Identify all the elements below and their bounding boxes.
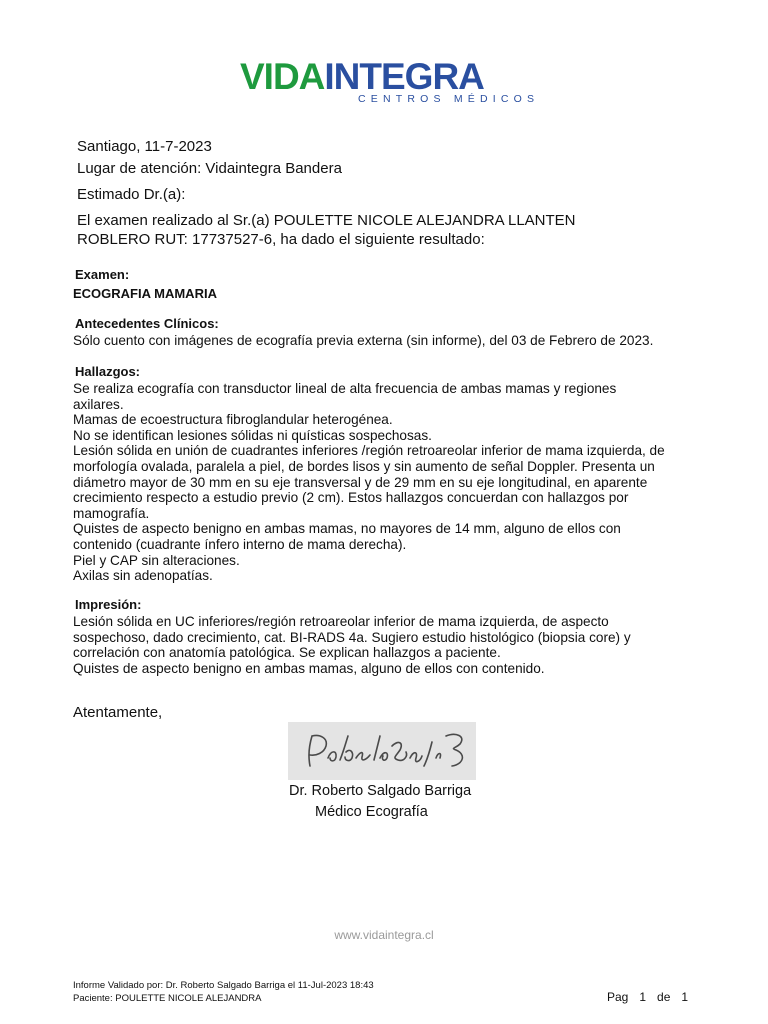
hallazgos-line: Se realiza ecografía con transductor lineal de alta frecuencia de ambas mamas y regiones (73, 381, 617, 396)
impresion-body (73, 614, 703, 676)
page-total: 1 (681, 990, 689, 1004)
validation-note: Informe Validado por: Dr. Roberto Salgado Barriga el 11-Jul-2023 18:43 (73, 980, 374, 991)
impresion-line: Lesión sólida en UC inferiores/región retroareolar inferior de mama izquierda, de aspecto (73, 614, 609, 629)
impresion-line: sospechoso, dado crecimiento, cat. BI-RADS 4a. Sugiero estudio histológico (biopsia core) y (73, 629, 631, 645)
hallazgos-line: Piel y CAP sin alteraciones. (73, 552, 240, 568)
page-indicator (607, 990, 688, 1004)
impresion-heading: Impresión: (75, 597, 142, 612)
page-current: 1 (639, 990, 647, 1004)
page-label: Pag (607, 990, 629, 1004)
hallazgos-line: Axilas sin adenopatías. (73, 568, 213, 584)
hallazgos-line: morfología ovalada, paralela a piel, de bordes lisos y sin aumento de señal Doppler. Presenta un (73, 458, 655, 474)
patient-note: Paciente: POULETTE NICOLE ALEJANDRA (73, 993, 262, 1004)
page-of: de (657, 990, 671, 1004)
website-link[interactable]: www.vidaintegra.cl (334, 928, 434, 942)
doctor-role: Médico Ecografía (315, 804, 428, 820)
logo-subtitle: CENTROS MÉDICOS (358, 93, 540, 105)
doctor-name: Dr. Roberto Salgado Barriga (289, 783, 472, 799)
hallazgos-body (73, 381, 703, 584)
hallazgos-line: Lesión sólida en unión de cuadrantes inferiores /región retroareolar inferior de mama izquierda, de (73, 443, 665, 459)
hallazgos-line: Quistes de aspecto benigno en ambas mamas, no mayores de 14 mm, alguno de ellos con (73, 521, 621, 537)
hallazgos-line: crecimiento respecto a estudio previo (2 cm). Estos hallazgos concuerdan con hallazgos por (73, 490, 629, 506)
exam-intro-line-2: ROBLERO RUT: 17737527-6, ha dado el siguiente resultado: (77, 231, 485, 248)
hallazgos-line: Mamas de ecoestructura fibroglandular heterogénea. (73, 412, 393, 428)
report-date: Santiago, 11-7-2023 (77, 138, 212, 155)
hallazgos-line: diámetro mayor de 30 mm en su eje transversal y de 29 mm en su eje longitudinal, en aparente (73, 474, 648, 490)
signature-image (288, 722, 476, 780)
antecedentes-heading: Antecedentes Clínicos: (75, 316, 219, 331)
logo-vida-text: VIDA (240, 56, 325, 97)
signature-scribble (288, 722, 476, 780)
exam-intro-line-1: El examen realizado al Sr.(a) POULETTE NICOLE ALEJANDRA LLANTEN (77, 212, 576, 229)
impresion-line: correlación con anatomía patológica. Se explican hallazgos a paciente. (73, 645, 501, 661)
examen-heading: Examen: (75, 267, 130, 282)
hallazgos-line: mamografía. (73, 505, 150, 521)
vidaintegra-logo (240, 57, 484, 97)
attention-place: Lugar de atención: Vidaintegra Bandera (77, 160, 342, 177)
examen-value: ECOGRAFIA MAMARIA (73, 286, 217, 301)
hallazgos-line: contenido (cuadrante ínfero interno de mama derecha). (73, 536, 407, 552)
antecedentes-body (73, 333, 703, 349)
antecedentes-line: Sólo cuento con imágenes de ecografía previa externa (sin informe), del 03 de Febrero de 2023. (73, 333, 654, 348)
hallazgos-line: axilares. (73, 396, 124, 412)
closing-salutation: Atentamente, (73, 704, 163, 721)
hallazgos-heading: Hallazgos: (75, 364, 141, 379)
greeting: Estimado Dr.(a): (77, 186, 186, 203)
impresion-line: Quistes de aspecto benigno en ambas mamas, alguno de ellos con contenido. (73, 660, 545, 676)
hallazgos-line: No se identifican lesiones sólidas ni quísticas sospechosas. (73, 427, 432, 443)
logo-integra-text: INTEGRA (324, 56, 484, 97)
